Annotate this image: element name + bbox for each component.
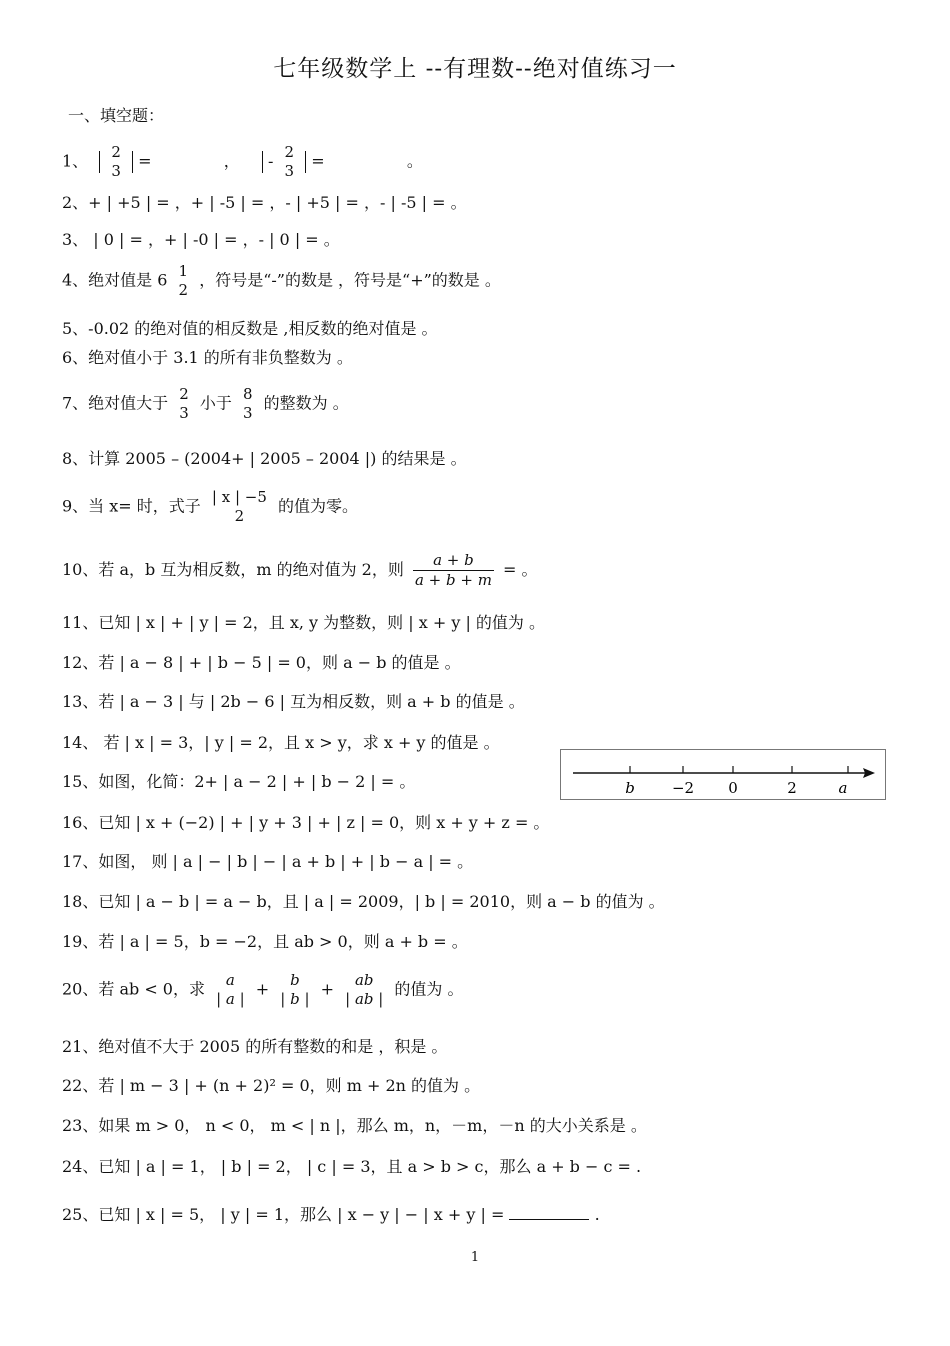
question-7 xyxy=(62,385,349,423)
question-19: 19、若 | a | = 5，b = −2，且 ab > 0，则 a + b = 。 xyxy=(62,932,468,951)
q20-text-b: 的值为 。 xyxy=(394,979,464,999)
question-25 xyxy=(62,1204,600,1226)
q10-text-a: 10、若 a，b 互为相反数，m 的绝对值为 2，则 xyxy=(62,560,404,579)
abs-bar xyxy=(132,151,133,173)
plus-sign: + xyxy=(255,979,270,999)
page-title: 七年级数学上 --有理数--绝对值练习一 xyxy=(273,56,677,82)
q9-text-b: 的值为零。 xyxy=(277,496,358,516)
question-16: 16、已知 | x + (−2) | + | y + 3 | + | z | = 0，则 x + y + z = 。 xyxy=(62,813,550,832)
abs-bar xyxy=(262,151,263,173)
number-line-figure xyxy=(560,749,886,800)
label-b: b xyxy=(625,779,635,797)
abs-bar xyxy=(305,151,306,173)
question-4 xyxy=(62,262,501,300)
question-8: 8、计算 2005 – (2004+ | 2005 – 2004 |) 的结果是 。 xyxy=(62,449,467,468)
question-10 xyxy=(62,551,538,590)
question-3: 3、 | 0 | = ，+ | -0 | = ，- | 0 | = 。 xyxy=(62,230,340,249)
q7-text-a: 7、绝对值大于 xyxy=(62,393,169,413)
q4-text-a: 4、绝对值是 6 xyxy=(62,270,168,290)
q1-end: 。 xyxy=(406,151,423,171)
q9-text-a: 9、当 x= 时，式子 xyxy=(62,496,201,516)
q25-text-a: 25、已知 | x | = 5， | y | = 1，那么 | x − y | − | x + y | = xyxy=(62,1205,505,1224)
question-14: 14、 若 | x | = 3，| y | = 2，且 x > y，求 x + y 的值是 。 xyxy=(62,733,500,752)
q7-text-b: 小于 xyxy=(199,393,232,413)
fraction: a | a | xyxy=(216,971,245,1008)
q1-eq1: = xyxy=(138,151,152,171)
plus-sign: + xyxy=(320,979,335,999)
q10-text-b: = 。 xyxy=(503,560,538,579)
question-6: 6、绝对值小于 3.1 的所有非负整数为 。 xyxy=(62,348,353,367)
question-15: 15、如图，化简：2+ | a − 2 | + | b − 2 | = 。 xyxy=(62,772,416,791)
q1-eq2: = xyxy=(311,151,325,171)
question-21: 21、绝对值不大于 2005 的所有整数的和是 ，积是 。 xyxy=(62,1037,448,1056)
fraction: 2 3 xyxy=(284,143,295,180)
q1-sep: ， xyxy=(223,151,240,171)
label-neg2: −2 xyxy=(671,779,695,797)
fraction: b | b | xyxy=(280,971,310,1008)
abs-bar xyxy=(99,151,100,173)
fraction: $\frac{a + b}{a + b + m}$ xyxy=(414,551,492,589)
section-heading: 一、填空题： xyxy=(68,106,165,125)
label-a: a xyxy=(838,779,848,797)
question-23: 23、如果 m > 0， n < 0， m < | n |，那么 m，n，－m，－n 的大小关系是 。 xyxy=(62,1116,647,1135)
q20-text-a: 20、若 ab < 0，求 xyxy=(62,979,205,999)
fraction: 2 3 xyxy=(111,143,121,180)
question-20 xyxy=(62,971,464,1009)
label-2: 2 xyxy=(787,779,797,797)
fraction: | x | −5 2 xyxy=(211,488,267,525)
q4-text-b: ，符号是“-”的数是 ，符号是“+”的数是 。 xyxy=(199,270,501,290)
fraction: 1 2 xyxy=(178,262,189,299)
q25-text-b: . xyxy=(594,1205,600,1224)
question-18: 18、已知 | a − b | = a − b，且 | a | = 2009，| b | = 2010，则 a − b 的值为 。 xyxy=(62,892,665,911)
question-2: 2、+ | +5 | = ，+ | -5 | = ，- | +5 | = ，- | -5 | = 。 xyxy=(62,193,467,212)
question-11: 11、已知 | x | + | y | = 2，且 x, y 为整数，则 | x + y | 的值为 。 xyxy=(62,613,546,632)
label-0: 0 xyxy=(728,779,738,797)
question-5: 5、-0.02 的绝对值的相反数是 ,相反数的绝对值是 。 xyxy=(62,319,438,338)
q1-num: 1、 xyxy=(62,151,89,171)
fraction: 8 3 xyxy=(243,385,253,422)
question-1 xyxy=(62,143,423,181)
question-17: 17、如图， 则 | a | − | b | − | a + b | + | b − a | = 。 xyxy=(62,852,474,871)
answer-blank[interactable] xyxy=(509,1205,589,1220)
question-9 xyxy=(62,488,358,526)
question-24: 24、已知 | a | = 1， | b | = 2， | c | = 3，且 a > b > c，那么 a + b − c = . xyxy=(62,1157,642,1176)
number-line-svg xyxy=(561,750,887,801)
fraction: ab | ab | xyxy=(345,971,384,1008)
question-12: 12、若 | a − 8 | + | b − 5 | = 0，则 a − b 的值是 。 xyxy=(62,653,461,672)
q1-minus: - xyxy=(268,151,274,171)
question-13: 13、若 | a − 3 | 与 | 2b − 6 | 互为相反数，则 a + b 的值是 。 xyxy=(62,692,525,711)
page-number: 1 xyxy=(470,1250,480,1265)
question-22: 22、若 | m − 3 | + (n + 2)² = 0，则 m + 2n 的值为 。 xyxy=(62,1076,481,1095)
q7-text-c: 的整数为 。 xyxy=(263,393,349,413)
fraction: 2 3 xyxy=(179,385,189,422)
